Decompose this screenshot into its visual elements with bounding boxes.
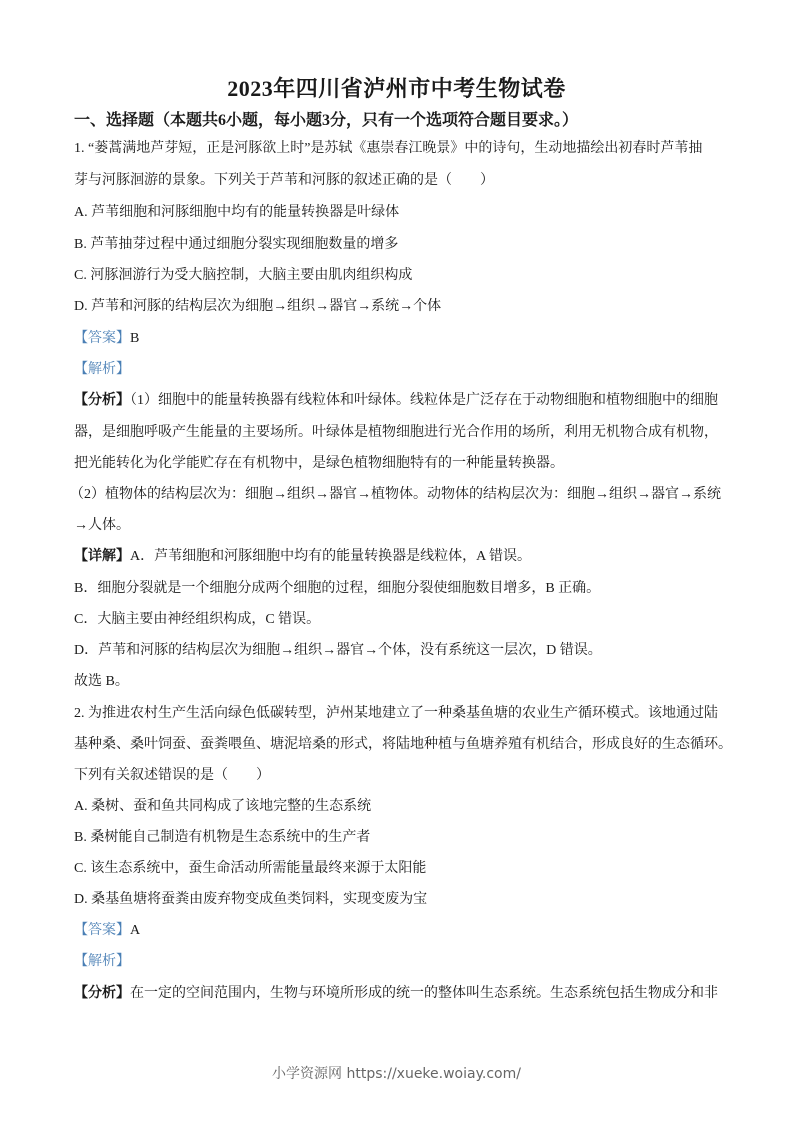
answer-value: B [130,331,140,346]
page-title: 2023年四川省泸州市中考生物试卷 [227,76,566,101]
question-2-option-b: B. 桑树能自己制造有机物是生态系统中的生产者 [74,830,371,845]
question-2-option-c: C. 该生态系统中，蚕生命活动所需能量最终来源于太阳能 [74,861,427,876]
question-1-detail-line-1: 【详解】A．芦苇细胞和河豚细胞中均有的能量转换器是线粒体，A 错误。 [74,549,531,564]
section-heading: 一、选择题（本题共6小题，每小题3分，只有一个选项符合题目要求。） [74,112,579,129]
question-1-fenxi-line-3: 把光能转化为化学能贮存在有机物中，是绿色植物细胞特有的一种能量转换器。 [74,456,564,471]
question-2-option-d: D. 桑基鱼塘将蚕粪由废弃物变成鱼类饲料，实现变废为宝 [74,892,428,907]
question-1-fenxi-line-2: 器，是细胞呼吸产生能量的主要场所。叶绿体是植物细胞进行光合作用的场所，利用无机物合成有机物， [74,425,718,440]
question-1-option-a: A. 芦苇细胞和河豚细胞中均有的能量转换器是叶绿体 [74,205,400,220]
question-2-stem-line-3: 下列有关叙述错误的是（ ） [74,768,270,783]
answer-label: 【答案】 [74,923,130,938]
question-1-fenxi-line-5: →人体。 [74,518,130,533]
xiangjie-label: 【详解】 [74,549,130,564]
question-1-option-c: C. 河豚洄游行为受大脑控制，大脑主要由肌肉组织构成 [74,268,413,283]
question-2-answer [74,922,140,940]
question-1-answer [74,330,139,348]
question-1-conclusion: 故选 B。 [74,674,129,689]
question-2-analysis-header [74,953,130,971]
question-1-detail-line-4: D．芦苇和河豚的结构层次为细胞→组织→器官→个体，没有系统这一层次，D 错误。 [74,643,602,658]
question-1-stem-line-2: 芽与河豚洄游的景象。下列关于芦苇和河豚的叙述正确的是（ ） [74,173,494,188]
question-1-stem-line-1: 1. “蒌蒿满地芦芽短，正是河豚欲上时”是苏轼《惠崇春江晚景》中的诗句，生动地描绘出初春时芦苇抽 [74,141,703,156]
question-2-stem-line-1: 2. 为推进农村生产生活向绿色低碳转型，泸州某地建立了一种桑基鱼塘的农业生产循环模式。该地通过陆 [74,706,718,721]
question-2-stem-line-2: 基种桑、桑叶饲蚕、蚕粪喂鱼、塘泥培桑的形式，将陆地种植与鱼塘养殖有机结合，形成良好的生态循环。 [74,737,732,752]
question-1-detail-line-3: C．大脑主要由神经组织构成，C 错误。 [74,612,321,627]
fenxi-label: 【分析】 [74,393,130,408]
fenxi-label: 【分析】 [74,986,130,1001]
question-1-detail-line-2: B．细胞分裂就是一个细胞分成两个细胞的过程，细胞分裂使细胞数目增多，B 正确。 [74,581,601,596]
question-2-option-a: A. 桑树、蚕和鱼共同构成了该地完整的生态系统 [74,799,372,814]
watermark-footer: 小学资源网 https://xueke.woiay.com/ [272,1066,521,1082]
answer-label: 【答案】 [74,331,130,346]
question-1-analysis-header [74,361,130,379]
question-1-fenxi-line-4: （2）植物体的结构层次为：细胞→组织→器官→植物体。动物体的结构层次为：细胞→组织→器官→系统 [70,487,721,502]
question-1-option-d: D. 芦苇和河豚的结构层次为细胞→组织→器官→系统→个体 [74,299,442,314]
question-1-option-b: B. 芦苇抽芽过程中通过细胞分裂实现细胞数量的增多 [74,237,399,252]
analysis-label: 【解析】 [74,362,130,377]
answer-value: A [130,923,141,938]
analysis-label: 【解析】 [74,954,130,969]
question-2-fenxi-line-1: 【分析】在一定的空间范围内，生物与环境所形成的统一的整体叫生态系统。生态系统包括生物成分和非 [74,986,718,1001]
question-1-fenxi-line-1: 【分析】（1）细胞中的能量转换器有线粒体和叶绿体。线粒体是广泛存在于动物细胞和植物细胞中的细胞 [74,393,718,408]
